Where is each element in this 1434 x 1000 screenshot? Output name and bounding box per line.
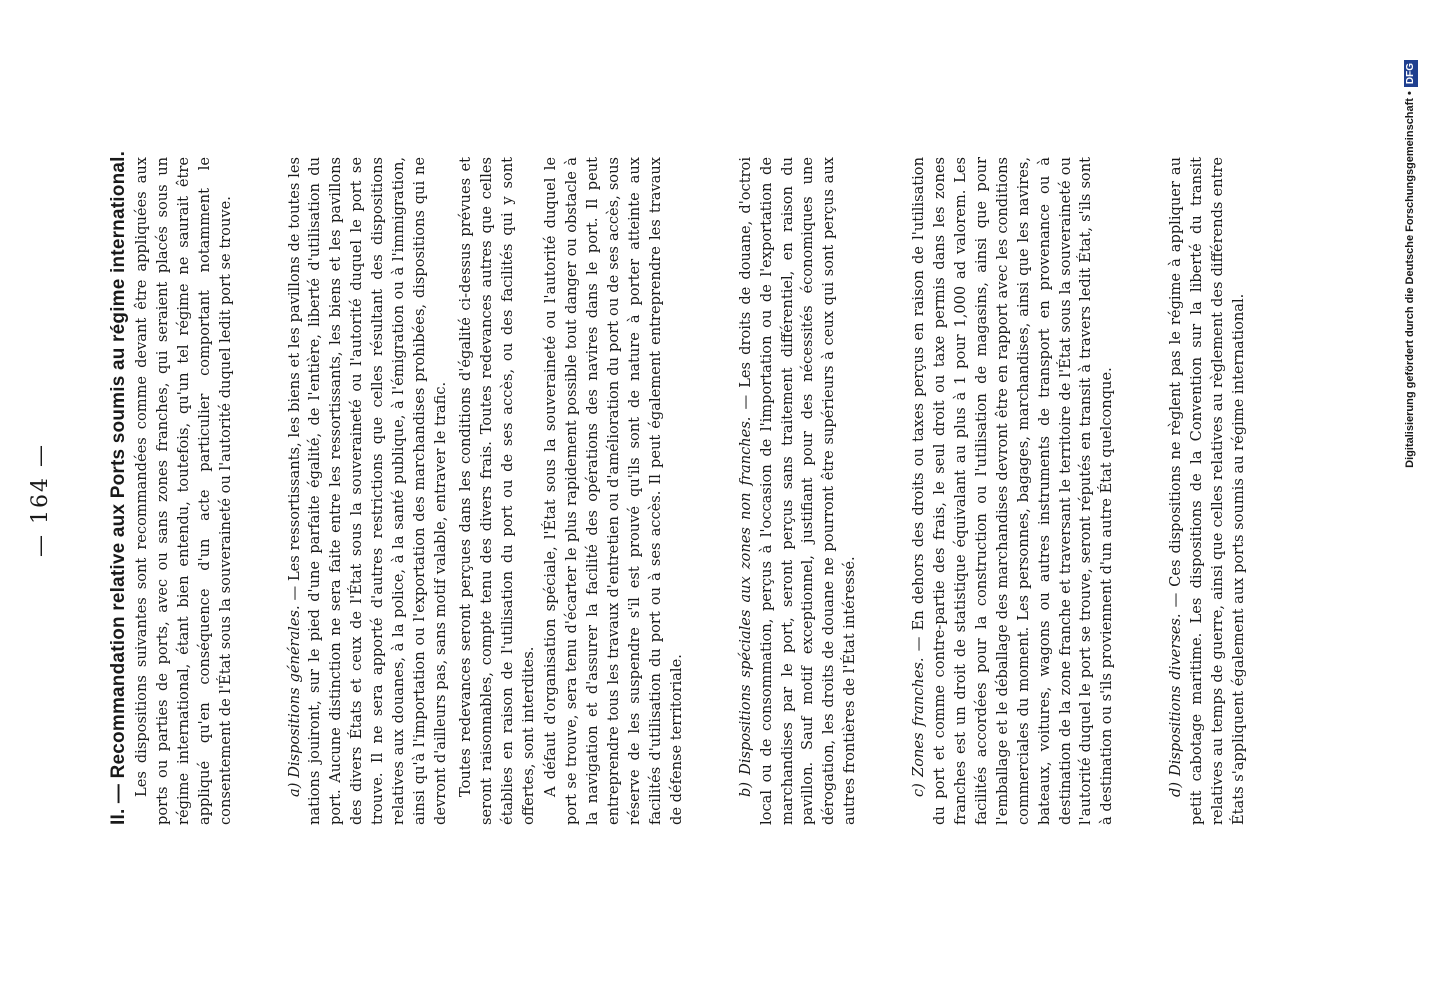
text-d: — Ces dispositions ne règlent pas le régime à appliquer au petit cabotage maritime. Les dispositions de la Convention sur la liberté du transit relatives au temps de guerre, ainsi que celles relatives au règlement des différends entre États s'appliquent également aux ports soumis au régime international. <box>1167 157 1247 825</box>
page-number: — 164 — <box>28 443 53 557</box>
text-c: — En dehors des droits ou taxes perçus en raison de l'utilisation du port et comme contre-partie des frais, le seul droit ou taxe permis dans les zones franches est un droit de statistique équivalant au plus à 1 pour 1,000 ad valorem. Les facilités accordées pour la construction ou l'utilisation de magasins, ainsi que pour l'emballage et le déballage des marchandises devront être en rapport avec les conditions commerciales du moment. Les personnes, bagages, marchandises, ainsi que les navires, bateaux, voitures, wagons ou autres instruments de transport en provenance ou à destination de la zone franche et traversant le territoire de l'État sous la souveraineté ou l'autorité duquel le port se trouve, seront réputés en transit à travers ledit État, s'ils sont à destination ou s'ils proviennent d'un autre État quelconque. <box>910 157 1116 825</box>
digitization-footer <box>1400 60 1420 940</box>
heading-b: b) Dispositions spéciales aux zones non franches. <box>736 416 754 797</box>
dfg-logo: DFG <box>1404 60 1418 87</box>
section-title: II. — Recommandation relative aux Ports soumis au régime international. <box>108 150 129 825</box>
paragraph-b <box>736 157 861 825</box>
text-b: — Les droits de douane, d'octroi local ou de consommation, perçus à l'occasion de l'importation ou de l'exportation de marchandises par le port, seront perçus sans traitement différentiel, en raison du pavillon. Sauf motif exceptionnel, justifiant pour des nécessités économiques une dérogation, les droits de douane ne pourront être supérieurs à ceux qui sont perçus aux autres frontières de l'État intéressé. <box>736 156 859 825</box>
paragraph-c <box>909 157 1118 825</box>
heading-c: c) Zones franches. <box>910 657 928 797</box>
paragraph-d <box>1166 157 1250 825</box>
paragraph-a <box>285 157 452 825</box>
digitization-note: Digitalisierung gefördert durch die Deutsche Forschungsgemeinschaft • <box>1404 91 1416 468</box>
text-a: — Les ressortissants, les biens et les pavillons de toutes les nations jouiront, sur le pied d'une parfaite égalité, de l'entière, liberté d'utilisation du port. Aucune distinction ne sera faite entre les ressortissants, les biens et les pavillons des divers États et ceux de l'État sous la souveraineté ou l'autorité duquel le port se trouve. Il ne sera apporté d'autres restrictions que celles résultant des dispositions relatives aux douanes, à la police, à la santé publique, à l'émigration ou à l'immigration, ainsi qu'à l'importation ou l'exportation des marchandises prohibées, dispositions qui ne devront d'ailleurs pas, sans motif valable, entraver le trafic. <box>285 157 449 825</box>
paragraph-a-3: A défaut d'organisation spéciale, l'État sous la souveraineté ou l'autorité duquel le port se trouve, sera tenu d'écarter le plus rapidement possible tout danger ou obstacle à la navigation et d'assurer la facilité des opérations des navires dans le port. Il peut entreprendre tous les travaux d'entretien ou d'amélioration du port ou de ses accès, sous réserve de les suspendre s'il est prouvé qu'ils sont de nature à porter atteinte aux facilités d'utilisation du port ou à ses accès. Il peut également entreprendre les travaux de défense territoriale. <box>542 157 685 825</box>
intro-paragraph: Les dispositions suivantes sont recommandées comme devant être appliquées aux ports ou parties de ports, avec ou sans zones franches, qui seraient placés sous un régime international, étant bien entendu, toutefois, qu'un tel régime ne saurait être appliqué qu'en conséquence d'un acte particulier comportant notamment le consentement de l'État sous la souveraineté ou l'autorité duquel ledit port se trouve. <box>133 157 234 825</box>
paragraph-a-2: Toutes redevances seront perçues dans les conditions d'égalité ci-dessus prévues et seront raisonnables, compte tenu des divers frais. Toutes redevances autres que celles établies en raison de l'utilisation du port ou de ses accès, ou des facilités qui y sont offertes, sont interdites. <box>456 157 537 825</box>
heading-a: a) Dispositions générales. <box>285 605 303 797</box>
document-body <box>108 150 1250 825</box>
heading-d: d) Dispositions diverses. <box>1167 613 1185 797</box>
